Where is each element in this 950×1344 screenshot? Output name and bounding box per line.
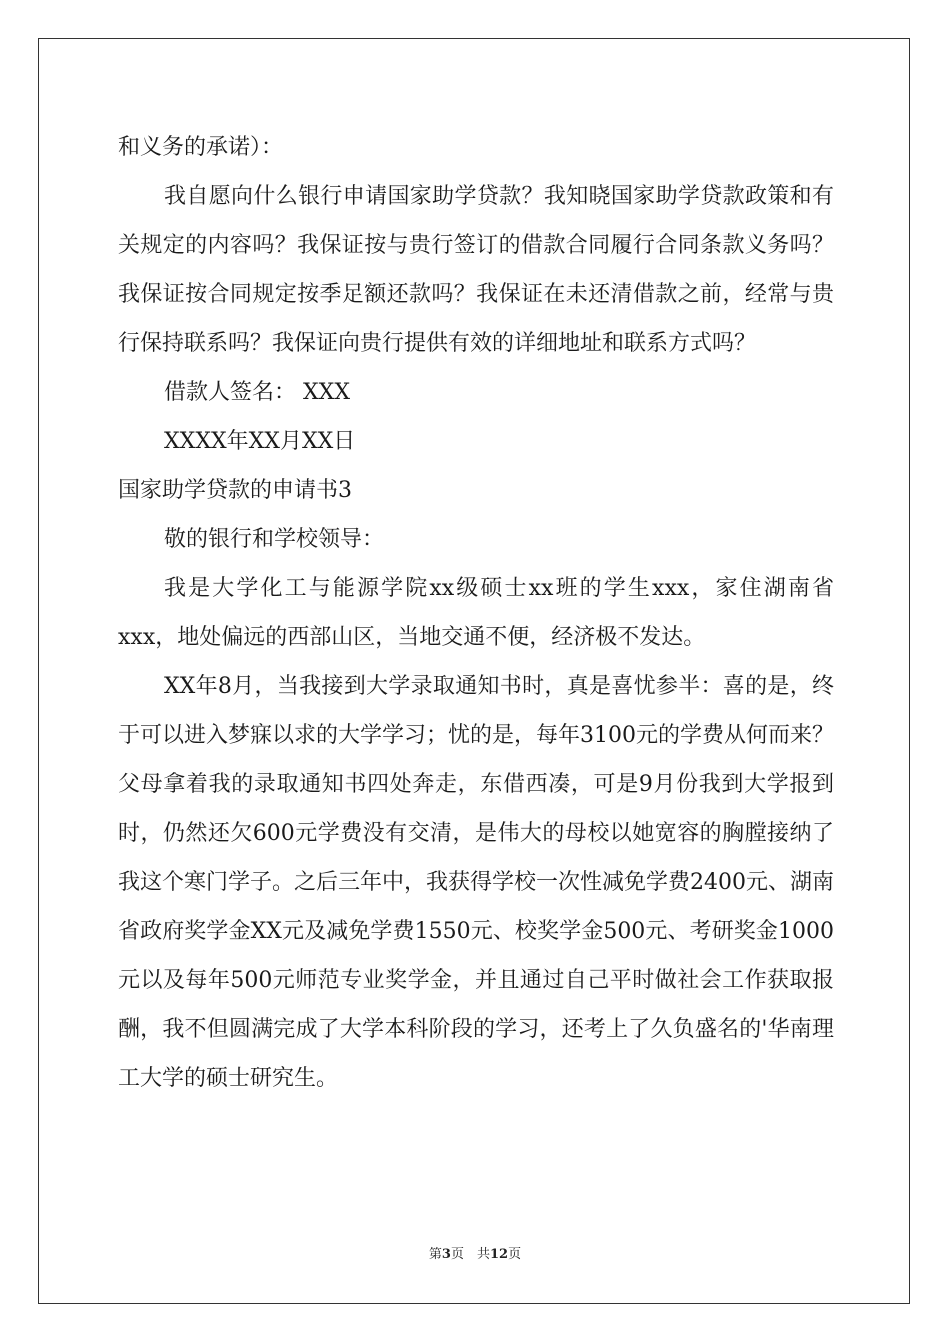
footer-mid: 页 共 <box>450 1247 490 1262</box>
paragraph: XX年8月，当我接到大学录取通知书时，真是喜忧参半：喜的是，终于可以进入梦寐以求的大学学习；忧的是，每年3100元的学费从何而来？父母拿着我的录取通知书四处奔走，东借西凑，可是9月份我到大学报到时，仍然还欠600元学费没有交清，是伟大的母校以她宽容的胸膛接纳了我这个寒门学子。之后三年中，我获得学校一次性减免学费2400元、湖南省政府奖学金XX元及减免学费1550元、校奖学金500元、考研奖金1000元以及每年500元师范专业奖学金，并且通过自己平时做社会工作获取报酬，我不但圆满完成了大学本科阶段的学习，还考上了久负盛名的'华南理工大学的硕士研究生。 <box>118 674 834 1091</box>
page-footer <box>0 1243 950 1262</box>
footer-page-number: 3 <box>441 1247 451 1262</box>
paragraph: 我是大学化工与能源学院xx级硕士xx班的学生xxx，家住湖南省xxx，地处偏远的西部山区，当地交通不便，经济极不发达。 <box>118 576 834 650</box>
footer-total-pages: 12 <box>489 1247 509 1262</box>
paragraph: 我自愿向什么银行申请国家助学贷款？我知晓国家助学贷款政策和有关规定的内容吗？我保证按与贵行签订的借款合同履行合同条款义务吗？我保证按合同规定按季足额还款吗？我保证在未还清借款之前，经常与贵行保持联系吗？我保证向贵行提供有效的详细地址和联系方式吗？ <box>118 184 834 356</box>
paragraph: 和义务的承诺）： <box>118 135 284 160</box>
document-body <box>118 123 834 1103</box>
section-title: 国家助学贷款的申请书3 <box>118 478 352 503</box>
date-line: XXXX年XX月XX日 <box>164 429 356 454</box>
footer-prefix: 第 <box>428 1247 442 1262</box>
salutation: 敬的银行和学校领导： <box>164 527 385 552</box>
signature-line: 借款人签名： XXX <box>164 380 350 405</box>
footer-suffix: 页 <box>508 1247 522 1262</box>
